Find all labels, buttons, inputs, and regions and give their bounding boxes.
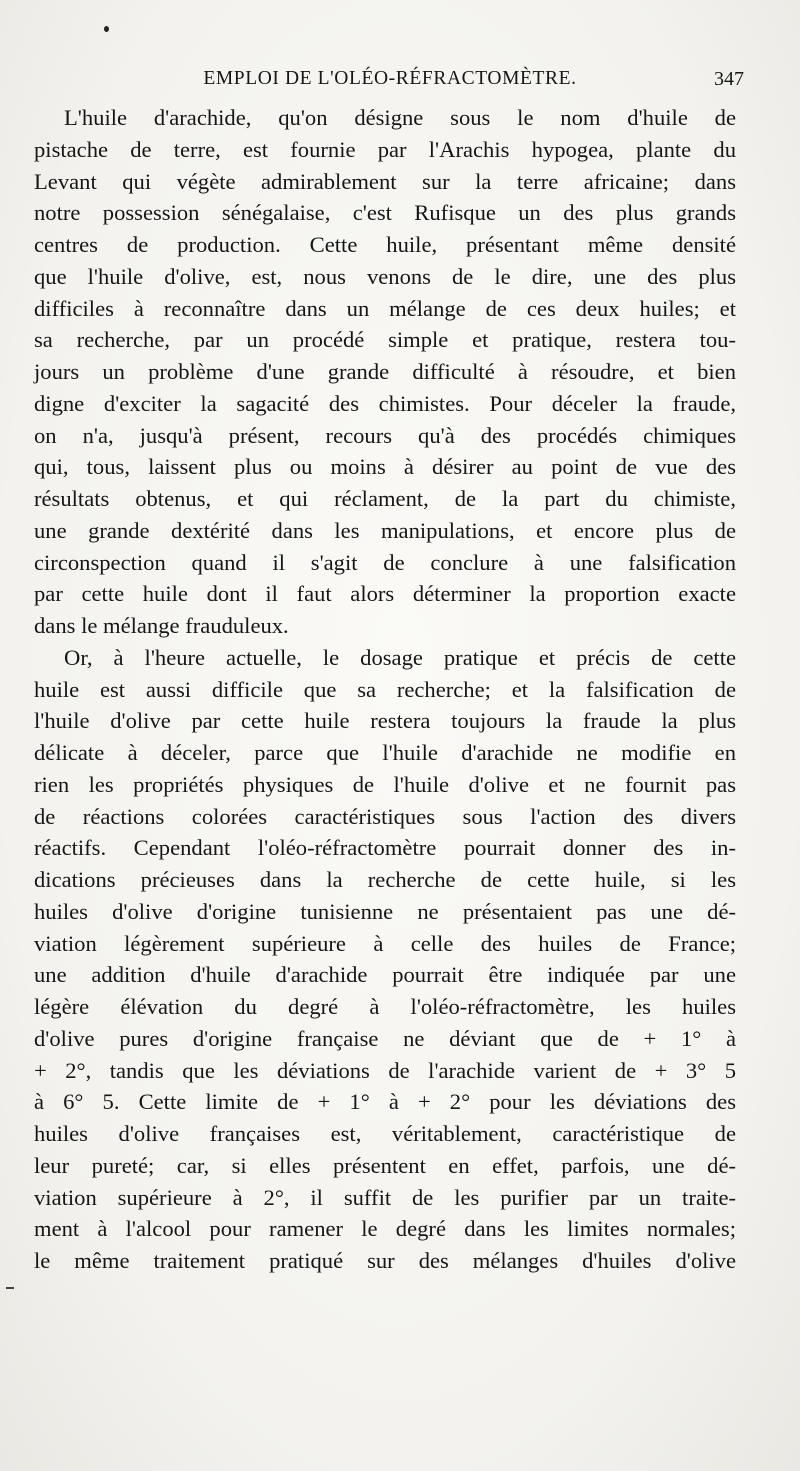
text-line: circonspection quand il s'agit de conclure à une falsification	[34, 549, 736, 575]
text-line: difficiles à reconnaître dans un mélange de ces deux huiles; et	[34, 295, 736, 321]
text-line: on n'a, jusqu'à présent, recours qu'à des procédés chimiques	[34, 422, 736, 448]
page-number: 347	[714, 68, 744, 90]
text-line: par cette huile dont il faut alors déterminer la proportion exacte	[34, 581, 736, 607]
text-line: + 2°, tandis que les déviations de l'arachide varient de + 3° 5	[34, 1057, 736, 1083]
text-line: résultats obtenus, et qui réclament, de la part du chimiste,	[34, 486, 736, 511]
text-line: de réactions colorées caractéristiques sous l'action des divers	[34, 803, 736, 829]
text-line: huiles d'olive d'origine tunisienne ne présentaient pas une dé-	[34, 898, 736, 924]
text-line: légère élévation du degré à l'oléo-réfractomètre, les huiles	[34, 994, 736, 1019]
text-line: dans le mélange frauduleux.	[34, 613, 289, 638]
text-line: une addition d'huile d'arachide pourrait être indiquée par une	[34, 962, 736, 988]
text-line: viation supérieure à 2°, il suffit de les purifier par un traite-	[34, 1184, 736, 1210]
text-line: que l'huile d'olive, est, nous venons de le dire, une des plus	[34, 263, 736, 289]
text-line: Or, à l'heure actuelle, le dosage pratique et précis de cette	[64, 644, 736, 670]
text-line: l'huile d'olive par cette huile restera toujours la fraude la plus	[34, 708, 736, 734]
running-head	[38, 64, 742, 94]
text-line: sa recherche, par un procédé simple et pratique, restera tou-	[34, 327, 736, 353]
text-line: viation légèrement supérieure à celle des huiles de France;	[34, 930, 736, 956]
text-line: délicate à déceler, parce que l'huile d'arachide ne modifie en	[34, 740, 736, 765]
text-line: ment à l'alcool pour ramener le degré dans les limites normales;	[34, 1216, 736, 1242]
text-line: une grande dextérité dans les manipulations, et encore plus de	[34, 517, 736, 543]
text-line: leur pureté; car, si elles présentent en effet, parfois, une dé-	[34, 1152, 736, 1178]
running-title: EMPLOI DE L'OLÉO-RÉFRACTOMÈTRE.	[203, 68, 577, 89]
text-line: dications précieuses dans la recherche de cette huile, si les	[34, 867, 736, 892]
text-line: notre possession sénégalaise, c'est Rufisque un des plus grands	[34, 200, 736, 226]
ink-speck	[104, 26, 109, 32]
text-line: huiles d'olive françaises est, véritablement, caractéristique de	[34, 1121, 736, 1146]
margin-mark	[6, 1287, 14, 1289]
text-line: centres de production. Cette huile, présentant même densité	[34, 232, 736, 257]
text-line: qui, tous, laissent plus ou moins à désirer au point de vue des	[34, 454, 736, 480]
text-line: d'olive pures d'origine française ne déviant que de + 1° à	[34, 1025, 736, 1051]
body-text	[34, 102, 736, 1277]
text-line: L'huile d'arachide, qu'on désigne sous le nom d'huile de	[64, 105, 736, 130]
text-line: réactifs. Cependant l'oléo-réfractomètre pourrait donner des in-	[34, 835, 736, 861]
text-line: rien les propriétés physiques de l'huile d'olive et ne fournit pas	[34, 771, 736, 797]
text-line: à 6° 5. Cette limite de + 1° à + 2° pour les déviations des	[34, 1089, 736, 1115]
text-line: Levant qui végète admirablement sur la terre africaine; dans	[34, 168, 736, 194]
text-line: pistache de terre, est fournie par l'Arachis hypogea, plante du	[34, 136, 736, 162]
text-line: jours un problème d'une grande difficulté à résoudre, et bien	[34, 359, 736, 384]
text-line: digne d'exciter la sagacité des chimistes. Pour déceler la fraude,	[34, 390, 736, 416]
text-line: le même traitement pratiqué sur des mélanges d'huiles d'olive	[34, 1248, 736, 1273]
text-line: huile est aussi difficile que sa recherche; et la falsification de	[34, 676, 736, 702]
